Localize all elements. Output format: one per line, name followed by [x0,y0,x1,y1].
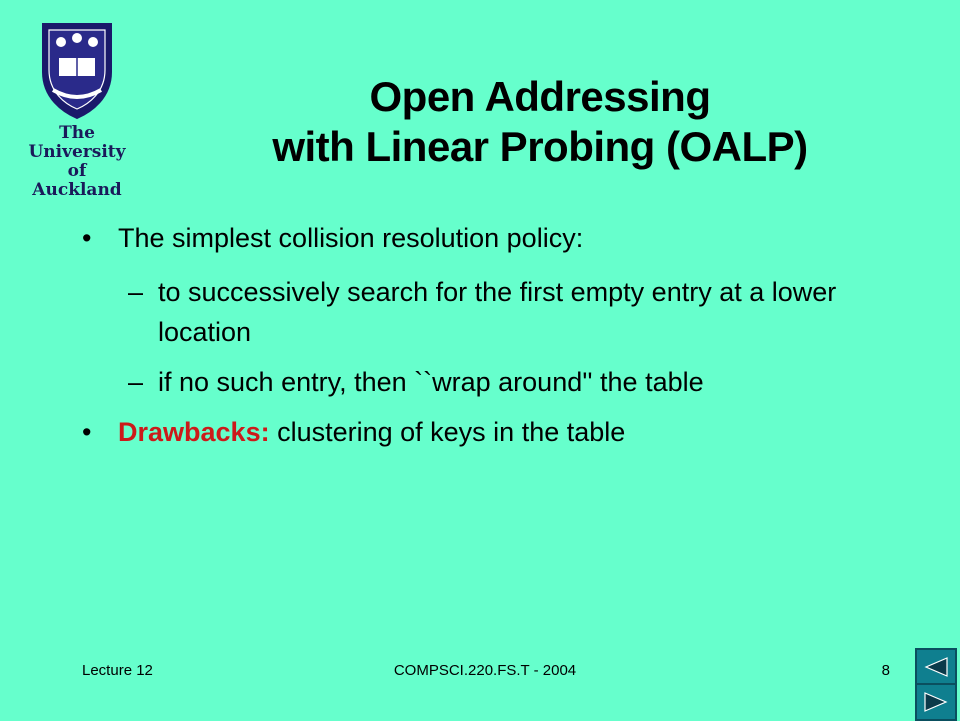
bullet-text: The simplest collision resolution policy: [118,223,584,253]
next-slide-button[interactable] [915,683,957,721]
bullet-marker: • [82,223,92,253]
logo-text-line1: The [59,123,95,143]
sub-bullet-text: if no such entry, then ``wrap around'' the table [158,367,704,397]
sub-bullet-item [82,272,882,352]
title-line1: Open Addressing [369,73,711,120]
bullet-marker: • [82,417,92,447]
sub-bullet-text: to successively search for the first empty entry at a lower location [158,277,837,347]
bullet-text: clustering of keys in the table [269,417,626,447]
dash-marker: – [128,277,144,307]
bullet-item [82,218,882,258]
drawbacks-label: Drawbacks: [118,417,270,447]
university-logo [22,20,132,200]
slide-content [82,218,882,466]
footer-page-number: 8 [881,662,890,679]
logo-text-line2: University [28,142,126,162]
sub-bullet-item [82,362,882,402]
footer-course: COMPSCI.220.FS.T - 2004 [393,662,577,679]
slide-title [150,72,930,172]
dash-marker: – [128,367,144,397]
logo-text-line3: of Auckland [32,161,122,200]
bullet-item [82,412,882,452]
title-line2: with Linear Probing (OALP) [272,123,808,170]
previous-slide-button[interactable] [915,648,957,686]
university-crest-icon [39,20,115,120]
previous-slide-icon [923,656,949,678]
footer-lecture: Lecture 12 [82,662,153,679]
next-slide-icon [923,691,949,713]
